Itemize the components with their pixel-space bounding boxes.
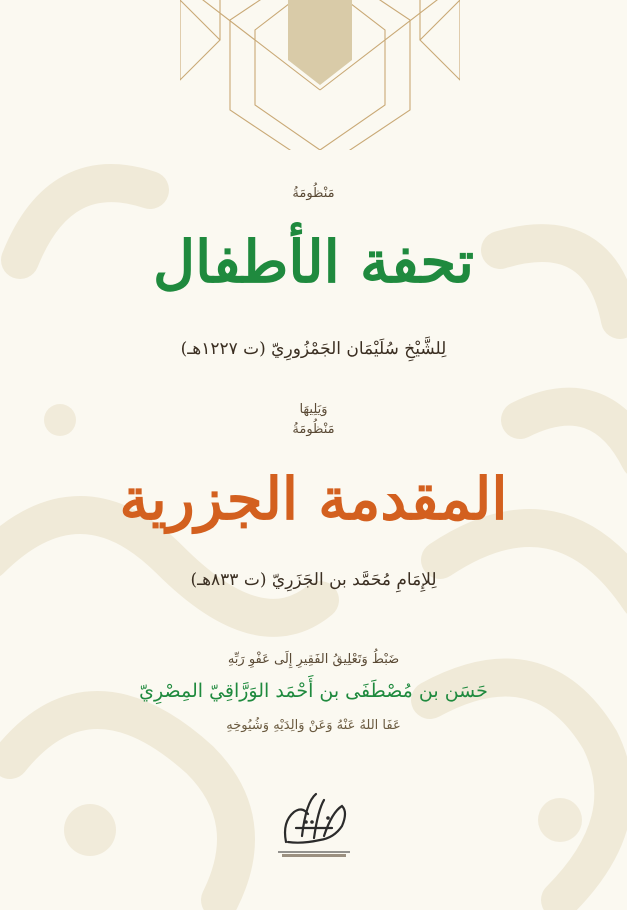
prayer-line: عَفَا اللهُ عَنْهُ وَعَنْ وَالِدَيْهِ وَشُيُوخِهِ (226, 718, 401, 733)
credit-line: ضَبْطُ وَتَعْلِيقُ الفَقِيرِ إِلَى عَفْوِ رَبِّهِ (227, 652, 400, 667)
editor-name: حَسَن بن مُصْطَفَى بن أَحْمَد الوَرَّاقِيّ المِصْرِيّ (139, 680, 488, 702)
title-al-muqaddima-al-jazariyya: المقدمة الجزرية (119, 465, 508, 533)
geometric-star-ornament (180, 0, 460, 150)
title-tuhfat-al-atfal: تحفة الأطفال (153, 228, 474, 296)
manzuma-label-top: مَنْظُومَةُ (292, 186, 335, 201)
connector-label: وَيَلِيهَا (299, 402, 328, 417)
author-line-1: لِلشَّيْخِ سُلَيْمَان الجَمْزُورِيّ (ت ١٢٢٧هـ) (180, 339, 447, 359)
manzuma-label-second: مَنْظُومَةُ (292, 422, 335, 437)
publisher-logo (272, 782, 356, 860)
author-line-2: لِلإِمَامِ مُحَمَّد بن الجَزَرِيّ (ت ٨٣٣هـ) (190, 570, 437, 590)
